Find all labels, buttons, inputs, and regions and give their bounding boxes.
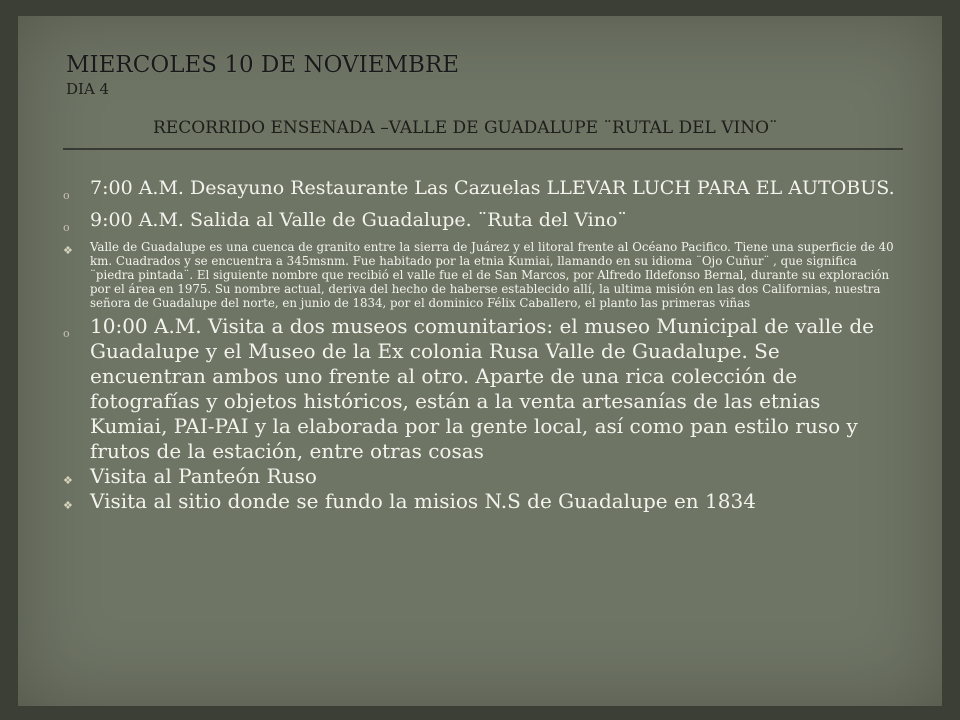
list-item-text: Visita al Panteón Ruso — [90, 464, 317, 488]
list-item — [63, 240, 898, 310]
list-item — [63, 208, 898, 233]
title-divider — [63, 148, 903, 150]
day-subtitle: DIA 4 — [66, 80, 110, 98]
list-item — [63, 489, 898, 514]
list-item — [63, 464, 898, 489]
list-item — [63, 176, 898, 201]
circle-bullet-icon: o — [63, 327, 70, 340]
list-item — [63, 314, 898, 464]
diamond-bullet-icon: ❖ — [63, 244, 73, 257]
diamond-bullet-icon: ❖ — [63, 474, 73, 487]
slide-title: MIERCOLES 10 DE NOVIEMBRE — [66, 52, 460, 78]
circle-bullet-icon: o — [63, 221, 70, 234]
list-item-text: 7:00 A.M. Desayuno Restaurante Las Cazuelas LLEVAR LUCH PARA EL AUTOBUS. — [90, 177, 895, 199]
slide — [18, 16, 942, 706]
list-item-text: 10:00 A.M. Visita a dos museos comunitarios: el museo Municipal de valle de Guadalupe y el Museo de la Ex colonia Rusa Valle de Guadalupe. Se encuentran ambos uno frente al otro. Aparte de una rica colección de fotografías y objetos históricos, están a la venta artesanías de las etnias Kumiai, PAI-PAI y la elaborada por la gente local, así como pan estilo ruso y frutos de la estación, entre otras cosas — [90, 314, 874, 463]
circle-bullet-icon: o — [63, 189, 70, 202]
list-item-text: Valle de Guadalupe es una cuenca de granito entre la sierra de Juárez y el litoral frente al Océano Pacifico. Tiene una superficie de 40 km. Cuadrados y se encuentra a 345msnm. Fue habitado por la etnia Kumiai, llamando en su idioma ¨Ojo Cuñur¨ , que significa ¨piedra pintada¨. El siguiente nombre que recibió el valle fue el de San Marcos, por Alfredo Ildefonso Bernal, durante su exploración por el área en 1975. Su nombre actual, deriva del hecho de haberse establecido allí, la ultima misión en las dos Californias, nuestra señora de Guadalupe del norte, en junio de 1834, por el dominico Félix Caballero, el planto las primeras viñas — [90, 240, 894, 310]
list-item-text: 9:00 A.M. Salida al Valle de Guadalupe. ¨Ruta del Vino¨ — [90, 209, 627, 231]
list-item-text: Visita al sitio donde se fundo la misios N.S de Guadalupe en 1834 — [90, 489, 756, 513]
route-subtitle: RECORRIDO ENSENADA –VALLE DE GUADALUPE ¨RUTAL DEL VINO¨ — [153, 118, 778, 138]
diamond-bullet-icon: ❖ — [63, 499, 73, 512]
itinerary-list — [63, 176, 898, 514]
